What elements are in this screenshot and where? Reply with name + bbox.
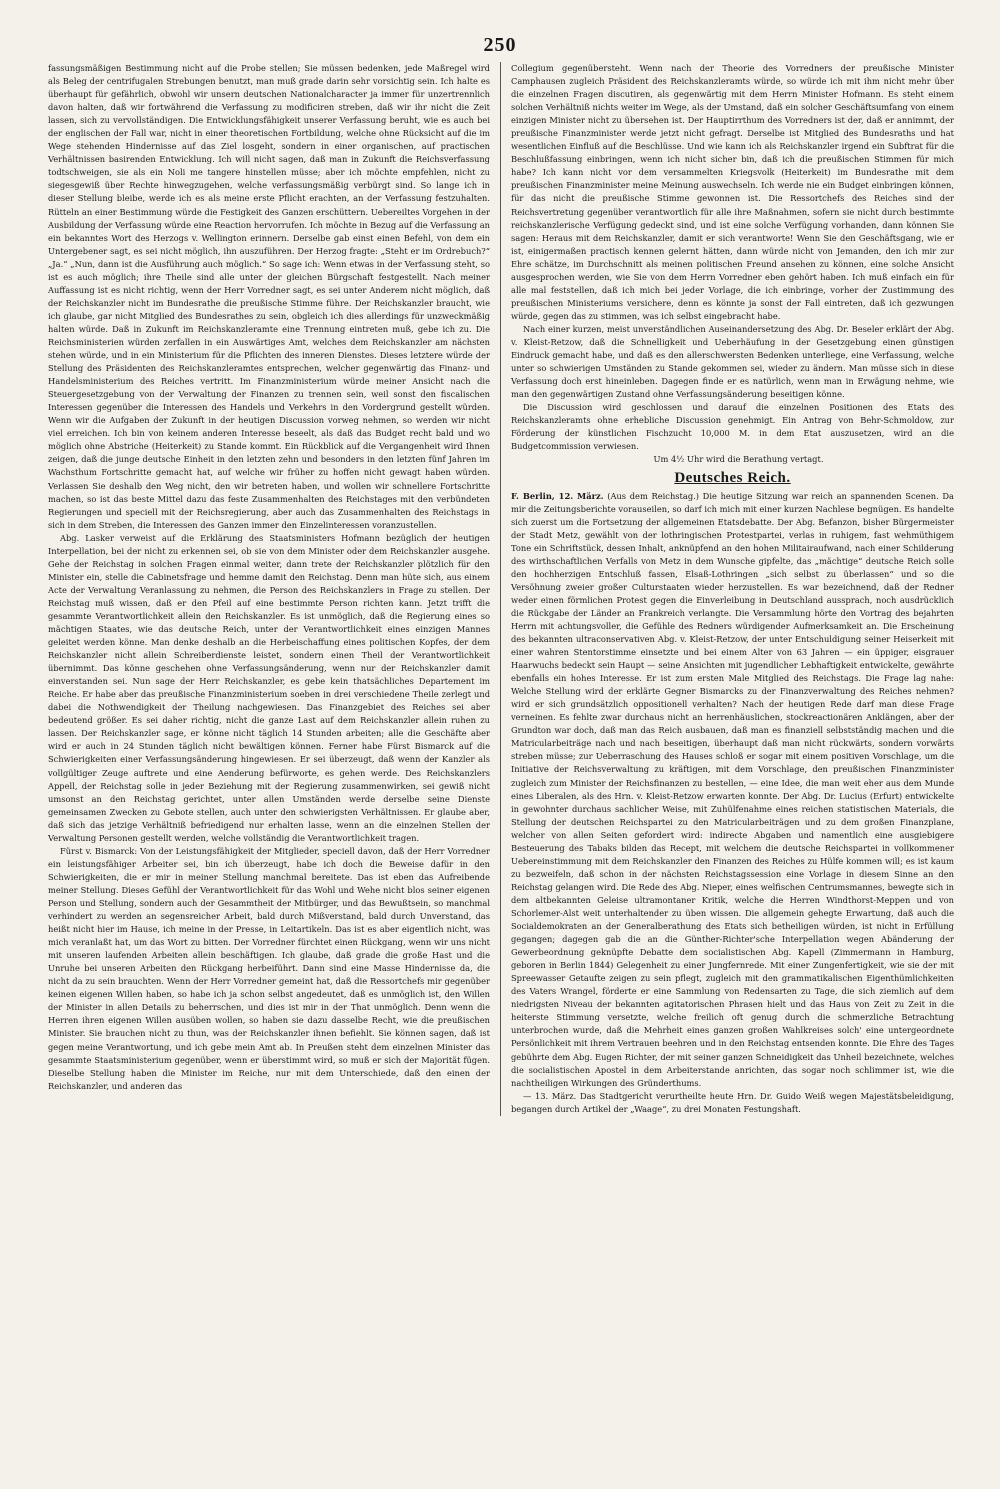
- section-heading: Deutsches Reich.: [674, 470, 791, 487]
- left-paragraph-3: Fürst v. Bismarck: Von der Leistungsfähigkeit der Mitglieder, speciell davon, daß der Herr Vorredner ein leistungsfähiger Arbeiter sei, bin ich überzeugt, habe ich doch die Beweise dafür in den Schwierigkeiten, die er mir in meiner Stellung manchmal bereitete. Das ist eben das Aufreibende meiner Stellung. Dieses Gefühl der Verantwortlichkeit für das Wohl und Wehe nicht blos seiner eigenen Person und Stellung, sondern auch der Gesammtheit der Mitbürger, und das Bewußtsein, so manchmal verhindert zu werden an segensreicher Arbeit, bald durch Mißverstand, bald durch Unverstand, das heißt nicht hier im Hause, ich meine in der Presse, in Leitartikeln. Das ist es aber eigentlich nicht, was mich veranlaßt hat, um das Wort zu bitten. Der Vorredner fürchtet einen Rückgang, wenn wir uns nicht mit unseren laufenden Arbeiten allein beschäftigen. Ich glaube, daß grade die große Hast und die Unruhe bei unseren Arbeiten den Rückgang herbeiführt. Dann sind eine Masse Hindernisse da, die nicht da zu sein brauchten. Wenn der Herr Vorredner gemeint hat, daß die Ressortchefs mir gegenüber keinen eigenen Willen haben, so habe ich ja schon selbst angedeutet, daß es unmöglich ist, den Willen der Minister in allen Details zu beherrschen, und dies ist mir in der That unmöglich. Denn wenn die Herren ihren eigenen Willen ausüben wollen, so haben sie dazu dasselbe Recht, wie die preußischen Minister. Sie brauchen nicht zu thun, was der Reichskanzler ihnen befiehlt. Sie können sagen, daß ist gegen meine Verantwortung, und ich gebe mein Amt ab. In Preußen steht dem einzelnen Minister das gesammte Staatsministerium gegenüber, wenn er überstimmt wird, so muß er sich der Majorität fügen. Dieselbe Stellung haben die Minister im Reiche, nur mit dem Unterschiede, daß den einen der Reichskanzler, und anderen das: [48, 845, 490, 1091]
- session-adjourned-line: Um 4½ Uhr wird die Berathung vertagt.: [653, 454, 824, 465]
- right-column: [501, 62, 954, 1116]
- berlin-report-body: (Aus dem Reichstag.) Die heutige Sitzung war reich an spannenden Scenen. Da mir die Zeitungsberichte vorauseilen, so darf ich mich mit einer kurzen Nachlese begnügen. Es handelte sich zuerst um die Fortsetzung der allgemeinen Etatsdebatte. Der Abg. Befanzon, bisher Bürgermeister der Stadt Metz, gewählt von der lothringischen Protestpartei, verlas in ruhigem, fast wehmüthigem Tone ein Schriftstück, dessen Inhalt, anknüpfend an den hohen Militairaufwand, nach einer Schilderung des wirthschaftlichen Verfalls von Metz in dem Wunsche gipfelte, das „mächtige“ deutsche Reich solle den hochherzigen Entschluß fassen, Elsaß-Lothringen „sich selbst zu überlassen“ und so die Versöhnung zweier großer Culturstaaten wieder herzustellen. Es war bezeichnend, daß der Redner weder einen förmlichen Protest gegen die Einverleibung in Deutschland aussprach, noch ausdrücklich die Rückgabe der Länder an Frankreich verlangte. Die Versammlung hörte den Vortrag des bejahrten Herrn mit achtungsvoller, die Gefühle des Redners würdigender Aufmerksamkeit an. Die Erscheinung des bekannten ultraconservativen Abg. v. Kleist-Retzow, der unter Entschuldigung seiner Heiserkeit mit einer wahren Stentorstimme einsetzte und bei einem Alter von 63 Jahren — ein üppiger, eisgrauer Haarwuchs bedeckt sein Haupt — seine Ansichten mit jugendlicher Lebhaftigkeit entwickelte, gewährte ebenfalls ein hohes Interesse. Er ist zum ersten Male Mitglied des Reichstags. Die Frage lag nahe: Welche Stellung wird der erklärte Gegner Bismarcks zu der Finanzverwaltung des Reiches nehmen? wird er sich grundsätzlich oppositionell verhalten? Nach der heutigen Rede darf man diese Frage verneinen. Es fehlte zwar durchaus nicht an herrenhäuslichen, stockreactionären Anklängen, aber der Grundton war doch, daß man das Reich ausbauen, daß man es finanziell selbstständig machen und die Matricularbeiträge nach und nach beseitigen, überhaupt daß man nicht rückwärts, sondern vorwärts streben müsse; zur Ueberraschung des Hauses schloß er sogar mit einem positiven Vorschlage, um die Initiative der Reichsverwaltung zu kräftigen, mit dem Vorschlage, den preußischen Finanzminister zugleich zum Minister der Reichsfinanzen zu bestellen, — eine Idee, die man weit eher aus dem Munde eines Liberalen, als des Hrn. v. Kleist-Retzow erwarten konnte. Der Abg. Dr. Lucius (Erfurt) entwickelte in gewohnter durchaus sachlicher Weise, mit Zuhülfenahme eines reichen statistischen Materials, die Stellung der deutschen Reichspartei zu den Matricularbeiträgen und zu dem großen Finanzplane, welcher von allen Seiten gefordert wird: indirecte Abgaben und namentlich eine ausgiebigere Besteuerung des Tabaks bilden das Recept, mit welchem die deutsche Reichspartei in vollkommener Uebereinstimmung mit dem Reichskanzler den Finanzen des Reiches zu Hülfe kommen will; es ist kaum zu bezweifeln, daß schon in der nächsten Reichstagssession eine Vorlage in diesem Sinne an den Reichstag gelangen wird. Die Rede des Abg. Nieper, eines welfischen Centrumsmannes, bewegte sich in dem altbekannten Geleise ultramontaner Kritik, welche die Herren Windthorst-Meppen und von Schorlemer-Alst weit unterhaltender zu üben wissen. Die allgemein gehegte Erwartung, daß auch die Socialdemokraten an der Generalberathung des Etats sich betheiligen würden, ist nicht in Erfüllung gegangen; dagegen gab die an die Günther-Richter'sche Interpellation wegen Abänderung der Gewerbeordnung geknüpfte Debatte dem socialistischen Abg. Kapell (Zimmermann in Hamburg, geboren in Berlin 1844) Gelegenheit zu einer Jungfernrede. Mit einer Zungenfertigkeit, wie sie der mit Spreewasser Getaufte zeigen zu sein pflegt, zugleich mit den grammatikalischen Eigenthümlichkeiten des Vaters Wrangel, förderte er eine Sammlung von Redensarten zu Tage, die sich ziemlich auf dem niedrigsten Niveau der bekannten agitatorischen Phrasen hielt und das Haus von Zeit zu Zeit in die heiterste Stimmung versetzte, welche freilich oft genug durch die schmerzliche Betrachtung unterbrochen wurde, daß die Mehrheit eines ganzen großen Wahlkreises solch' eine untergeordnete Persönlichkeit mit ihrem Vertrauen beehren und in den Reichstag entsenden konnte. Die Ehre des Tages gebührte dem Abg. Eugen Richter, der mit seiner ganzen Schneidigkeit das Unheil bezeichnete, welches die socialistischen Apostel in dem Arbeiterstande anrichten, das sogar noch schlimmer ist, wie die nachtheiligen Wirkungen des Gründerthums.: [511, 490, 955, 1088]
- right-paragraph-3: Die Discussion wird geschlossen und darauf die einzelnen Positionen des Etats des Reichskanzleramts ohne erhebliche Discussion genehmigt. Ein Antrag von Behr-Schmoldow, zur Förderung der künstlichen Fischzucht 10,000 M. in dem Etat auszusetzen, wird an die Budgetcommission verwiesen.: [511, 402, 954, 452]
- right-paragraph-1: Collegium gegenübersteht. Wenn nach der Theorie des Vorredners der preußische Minister Camphausen zugleich Präsident des Reichskanzleramts würde, so würde ich mit ihm nicht mehr über die einzelnen Fragen discutiren, als gegenwärtig mit dem Herrn Minister Hofmann. Es steht einem solchen Verhältniß nichts weiter im Wege, als der Umstand, daß ein solcher Geschäftsumfang von einem einzigen Minister nicht zu übersehen ist. Der Hauptirrthum des Vorredners ist der, daß er annimmt, der preußische Finanzminister werde jetzt nicht gefragt. Derselbe ist Mitglied des Bundesraths und hat wesentlichen Einfluß auf die Beschlüsse. Und wie kann ich als Reichskanzler irgend ein Subftrat für die Beschlußfassung einbringen, wenn ich nicht sicher bin, daß ich die preußischen Stimmen für mich habe? Ich kann nicht vor dem versammelten Kriegsvolk (Heiterkeit) im Bundesrathe mit dem preußischen Finanzminister meine Meinung auswechseln. Ich werde nie ein Budget einbringen können, für das nicht die preußische Stimme gewonnen ist. Die Ressortchefs des Reiches sind der Reichsvertretung gegenüber verantwortlich für alle ihre Maßnahmen, sofern sie nicht durch bestimmte reichskanzlerische Verfügung gedeckt sind, und ist eine solche Verfügung vorhanden, dann können Sie sagen: Heraus mit dem Reichskanzler, damit er sich verantworte! Wenn Sie den Geschäftsgang, wie er ist, einigermaßen practisch kennen gelernt hätten, dann würde nicht von Jemanden, den ich mir zur Ehre schätze, im Durchschnitt als meinen politischen Freund ansehen zu können, eine solche Ansicht ausgesprochen werden, wie Sie von dem Herrn Vorredner eben gehört haben. Ich muß einfach ein für alle mal feststellen, daß ich mich bei jeder Vorlage, die ich einbringe, vorher der Zustimmung des preußischen Ministeriums versichere, denn es könnte ja sonst der Fall eintreten, daß ich gezwungen würde, gegen das zu stimmen, was ich selbst eingebracht habe.: [511, 63, 954, 321]
- left-paragraph-2: Abg. Lasker verweist auf die Erklärung des Staatsministers Hofmann bezüglich der heutigen Interpellation, bei der nicht zu erkennen sei, ob sie von dem Minister oder dem Reichskanzler ausgehe. Gehe der Reichstag in solchen Fragen einmal weiter, dann trete der Reichskanzler plötzlich für den Minister ein, stelle die Cabinetsfrage und hemme damit den Reichstag. Denn man hüte sich, aus einem Acte der Verwaltung Veranlassung zu nehmen, die Person des Reichskanzlers in Frage zu stellen. Der Reichstag muß wissen, daß er den Pfeil auf eine bestimmte Person richten kann. Jetzt trifft die gesammte Verantwortlichkeit allein den Reichskanzler. Es ist unmöglich, daß die Regierung eines so mächtigen Staates, wie das deutsche Reich, unter der Verantwortlichkeit eines einzigen Mannes geleitet werden könne. Man denke deshalb an die Herbeischaffung eines politischen Kopfes, der dem Reichskanzler nicht allein Schreiberdienste leistet, sondern einen Theil der Verantwortlichkeit übernimmt. Das könne geschehen ohne Verfassungsänderung, wenn nur der Reichskanzler damit einverstanden sei. Nun sage der Herr Reichskanzler, es gebe kein thatsächliches Departement im Reiche. Er habe aber das preußische Finanzministerium soeben in drei verschiedene Theile zerlegt und dabei die Nothwendigkeit der Theilung nachgewiesen. Das Finanzgebiet des Reiches sei aber bedeutend größer. Es sei daher richtig, nicht die ganze Last auf dem Reichskanzler allein ruhen zu lassen. Der Reichskanzler sage, er könne nicht täglich 14 Stunden arbeiten; alle die Geschäfte aber wird er auch in 24 Stunden täglich nicht bewältigen können. Ferner habe Fürst Bismarck auf die Schwierigkeiten einer Verfassungsänderung hingewiesen. Er sei überzeugt, daß wenn der Kanzler als vollgültiger Zeuge auftrete und eine Aenderung befürworte, es gehen werde. Des Reichskanzlers Appell, der Reichstag solle in jeder Beziehung mit der Regierung zusammenwirken, sei gewiß nicht umsonst an den Reichstag gerichtet, unter allen Umständen werde derselbe seine Dienste gemeinsamen Zwecken zu Gebote stellen, auch unter den schwierigsten Verhältnissen. Er glaube aber, daß sich das jetzige Verhältniß befriedigend nur erhalten lasse, wenn an die einzelnen Stellen der Verwaltung Personen gestellt werden, welche vollständig die Verantwortlichkeit tragen.: [48, 532, 490, 843]
- page-number: 250: [483, 34, 517, 56]
- text-columns: [48, 62, 954, 1116]
- court-report: — 13. März. Das Stadtgericht verurtheilte heute Hrn. Dr. Guido Weiß wegen Majestätsbeleidigung, begangen durch Artikel der „Waage“, zu drei Monaten Festungshaft.: [511, 1090, 954, 1114]
- left-column: [48, 62, 501, 1116]
- dateline: F. Berlin, 12. März.: [511, 490, 604, 501]
- left-paragraph-1: fassungsmäßigen Bestimmung nicht auf die Probe stellen; Sie müssen bedenken, jede Maßregel wird als Beleg der centrifugalen Strebungen benutzt, man muß grade darin sehr vorsichtig sein. Ich halte es überhaupt für gefährlich, obwohl wir unsern deutschen Nationalcharacter ja immer für unzertrennlich davon halten, daß wir fortwährend die Verfassung zu modificiren streben, daß wir ihr nicht die Zeit lassen, sich zu vervollständigen. Die Entwicklungsfähigkeit unserer Verfassung beruht, wie es auch bei der englischen der Fall war, nicht in einer theoretischen Fortbildung, welche ohne Rücksicht auf die im Wege stehenden Hindernisse auf das Ziel losgeht, sondern in einer organischen, auf practischen Verhältnissen basirenden Entwicklung. Ich will nicht sagen, daß man in Zukunft die Reichsverfassung todtschweigen, sie als ein Noli me tangere hinstellen müsse; aber ich möchte empfehlen, nicht zu siegesgewiß über Rechte hinwegzugehen, welche verfassungsmäßig verbürgt sind. So lange ich in dieser Stellung bleibe, werde ich es als meine erste Pflicht erachten, an der Verfassung festzuhalten. Rütteln an einer Bestimmung würde die Festigkeit des Ganzen erschüttern. Uebereiltes Vorgehen in der Ausbildung der Verfassung würde eine Reaction hervorrufen. Ich möchte in Bezug auf die Verfassung an ein bekanntes Wort des Herzogs v. Wellington erinnern. Derselbe gab einst einen Befehl, von dem ein Untergebener sagt, es sei nicht möglich, ihn auszuführen. Der Herzog fragte: „Steht er im Ordrebuch?“ „Ja.“ „Nun, dann ist die Ausführung auch möglich.“ So sage ich: Wenn etwas in der Verfassung steht, so ist es auch möglich; ihre Theile sind alle unter der gleichen Bürgschaft festgestellt. Nach meiner Auffassung ist es nicht richtig, wenn der Herr Vorredner sagt, es sei unter Anderem nicht möglich, daß der Reichskanzler nicht im Bundesrathe die preußische Stimme führe. Der Reichskanzler braucht, wie ich glaube, gar nicht Mitglied des Bundesrathes zu sein, obgleich ich dies allerdings für unzweckmäßig halten würde. Daß in Zukunft im Reichskanzleramte eine Trennung eintreten muß, gebe ich zu. Die Reichsministerien würden zerfallen in ein Auswärtiges Amt, welches dem Reichskanzler am nächsten stehen würde, und in ein Ministerium für die Pflichten des inneren Dienstes. Dieses letztere würde der Stellung des Präsidenten des Reichskanzleramtes entsprechen, welcher gegenwärtig das Finanz- und Handelsministerium des Reiches vertritt. Im Finanzministerium würde meiner Ansicht nach die Steuergesetzgebung von der Verwaltung der Finanzen zu trennen sein, weil sonst den fiscalischen Interessen gegenüber die Interessen des Handels und Verkehrs in den Vordergrund gestellt würden. Wenn wir die Aufgaben der Zukunft in der heutigen Discussion vorweg nehmen, so werden wir nicht viel erreichen. Ich bin von keinem anderen Interesse beseelt, als daß das Budget recht bald und wo möglich ohne Abstriche (Heiterkeit) zu Stande kommt. Ein Rückblick auf die Vergangenheit wird Ihnen zeigen, daß die junge deutsche Einheit in den letzten zehn und besonders in den letzten fünf Jahren im Wachsthum Fortschritte gemacht hat, auf welche wir früher zu hoffen nicht gewagt haben würden. Verlassen Sie deshalb den Weg nicht, den wir betreten haben, und wollen wir schnellere Fortschritte machen, so ist das beste Mittel dazu das feste Zusammenhalten des Reichstages mit den verbündeten Regierungen und speciell mit der Reichsregierung, aber auch das Zusammenhalten des Reichstags in sich in dem Streben, die Interessen des Ganzen immer den Einzelinteressen voranzustellen.: [48, 63, 490, 530]
- right-paragraph-2: Nach einer kurzen, meist unverständlichen Auseinandersetzung des Abg. Dr. Beseler erklärt der Abg. v. Kleist-Retzow, daß die Schnelligkeit und Ueberhäufung in der Gesetzgebung einen günstigen Eindruck gemacht habe, und daß es den allerschwersten Bedenken unterliege, eine Verfassung, welche unter so schwierigen Umständen zu Stande gekommen sei, wieder zu ändern. Man müsse sich in diese Verfassung doch erst hineinleben. Dagegen finde er es natürlich, wenn man in Erwägung nehme, wie man den gegenwärtigen Zustand ohne Verfassungsänderung beseitigen könne.: [511, 323, 954, 400]
- berlin-report: [511, 490, 954, 1090]
